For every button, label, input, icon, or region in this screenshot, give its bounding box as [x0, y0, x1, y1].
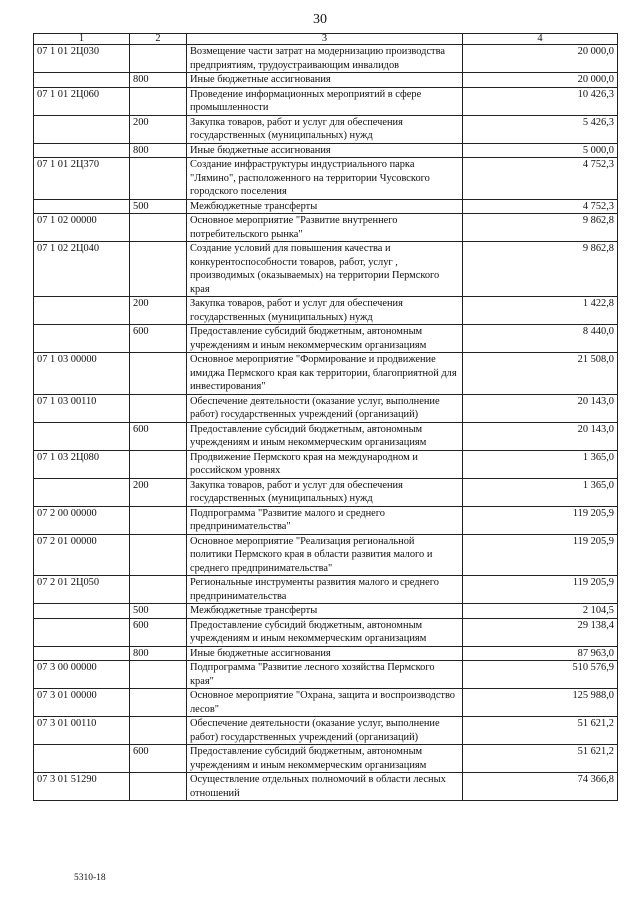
row-code: 07 3 01 00110	[34, 717, 130, 745]
table-row	[34, 689, 618, 717]
row-amount: 119 205,9	[463, 534, 618, 576]
row-expense-type: 800	[130, 73, 187, 88]
row-description: Обеспечение деятельности (оказание услуг, выполнение работ) государственных учреждений (организаций)	[187, 717, 463, 745]
row-amount: 4 752,3	[463, 158, 618, 200]
row-code: 07 1 02 00000	[34, 214, 130, 242]
row-amount: 10 426,3	[463, 87, 618, 115]
row-amount: 20 143,0	[463, 394, 618, 422]
row-expense-type	[130, 506, 187, 534]
table-row	[34, 73, 618, 88]
row-amount: 119 205,9	[463, 506, 618, 534]
row-expense-type	[130, 242, 187, 297]
row-amount: 1 365,0	[463, 478, 618, 506]
row-amount: 20 000,0	[463, 45, 618, 73]
table-row	[34, 506, 618, 534]
table-row	[34, 422, 618, 450]
row-expense-type: 800	[130, 143, 187, 158]
row-code	[34, 325, 130, 353]
row-code: 07 1 03 00110	[34, 394, 130, 422]
row-amount: 8 440,0	[463, 325, 618, 353]
row-code	[34, 73, 130, 88]
row-expense-type	[130, 87, 187, 115]
column-header-amount: 4	[463, 34, 618, 45]
column-header-expense-type: 2	[130, 34, 187, 45]
row-expense-type	[130, 717, 187, 745]
row-code: 07 2 00 00000	[34, 506, 130, 534]
page-number: 30	[313, 12, 327, 27]
table-row	[34, 87, 618, 115]
row-description: Закупка товаров, работ и услуг для обеспечения государственных (муниципальных) нужд	[187, 297, 463, 325]
row-description: Основное мероприятие "Формирование и продвижение имиджа Пермского края как территории, благоприятной для инвестирования"	[187, 353, 463, 395]
row-expense-type: 200	[130, 478, 187, 506]
row-amount: 20 143,0	[463, 422, 618, 450]
row-amount: 5 426,3	[463, 115, 618, 143]
row-expense-type	[130, 353, 187, 395]
row-amount: 87 963,0	[463, 646, 618, 661]
row-amount: 20 000,0	[463, 73, 618, 88]
row-description: Предоставление субсидий бюджетным, автономным учреждениям и иным некоммерческим организациям	[187, 422, 463, 450]
table-row	[34, 646, 618, 661]
table-row	[34, 45, 618, 73]
row-amount: 9 862,8	[463, 242, 618, 297]
row-amount: 4 752,3	[463, 199, 618, 214]
row-description: Основное мероприятие "Реализация региональной политики Пермского края в области развития малого и среднего предпринимательства"	[187, 534, 463, 576]
row-amount: 510 576,9	[463, 661, 618, 689]
table-row	[34, 353, 618, 395]
row-expense-type	[130, 214, 187, 242]
row-expense-type	[130, 394, 187, 422]
table-row	[34, 297, 618, 325]
row-code: 07 1 03 2Ц080	[34, 450, 130, 478]
row-amount: 21 508,0	[463, 353, 618, 395]
table-row	[34, 242, 618, 297]
row-code	[34, 745, 130, 773]
row-code	[34, 618, 130, 646]
table-row	[34, 773, 618, 801]
table-row	[34, 394, 618, 422]
row-description: Создание условий для повышения качества и конкурентоспособности товаров, работ, услуг , производимых (оказываемых) на территории Пермского края	[187, 242, 463, 297]
row-amount: 5 000,0	[463, 143, 618, 158]
budget-table	[33, 33, 618, 801]
row-description: Закупка товаров, работ и услуг для обеспечения государственных (муниципальных) нужд	[187, 115, 463, 143]
row-description: Закупка товаров, работ и услуг для обеспечения государственных (муниципальных) нужд	[187, 478, 463, 506]
table-row	[34, 143, 618, 158]
table-row	[34, 534, 618, 576]
table-row	[34, 325, 618, 353]
column-header-code: 1	[34, 34, 130, 45]
table-row	[34, 478, 618, 506]
row-expense-type	[130, 450, 187, 478]
row-code: 07 2 01 00000	[34, 534, 130, 576]
row-expense-type: 200	[130, 115, 187, 143]
row-code: 07 1 03 00000	[34, 353, 130, 395]
row-amount: 74 366,8	[463, 773, 618, 801]
row-description: Предоставление субсидий бюджетным, автономным учреждениям и иным некоммерческим организациям	[187, 618, 463, 646]
row-description: Обеспечение деятельности (оказание услуг, выполнение работ) государственных учреждений (организаций)	[187, 394, 463, 422]
row-code	[34, 646, 130, 661]
row-expense-type	[130, 534, 187, 576]
footer-code: 5310-18	[74, 873, 106, 883]
row-amount: 2 104,5	[463, 604, 618, 619]
row-description: Иные бюджетные ассигнования	[187, 73, 463, 88]
column-header-description: 3	[187, 34, 463, 45]
row-code	[34, 422, 130, 450]
row-description: Основное мероприятие "Охрана, защита и воспроизводство лесов"	[187, 689, 463, 717]
row-code	[34, 143, 130, 158]
row-code: 07 1 02 2Ц040	[34, 242, 130, 297]
table-row	[34, 661, 618, 689]
table-row	[34, 604, 618, 619]
table-row	[34, 717, 618, 745]
row-description: Иные бюджетные ассигнования	[187, 143, 463, 158]
row-expense-type: 600	[130, 422, 187, 450]
row-code	[34, 199, 130, 214]
row-expense-type: 800	[130, 646, 187, 661]
table-row	[34, 199, 618, 214]
table-body	[34, 45, 618, 801]
row-expense-type: 500	[130, 199, 187, 214]
row-description: Основное мероприятие "Развитие внутреннего потребительского рынка"	[187, 214, 463, 242]
row-code: 07 1 01 2Ц370	[34, 158, 130, 200]
table-row	[34, 214, 618, 242]
row-expense-type	[130, 45, 187, 73]
row-amount: 9 862,8	[463, 214, 618, 242]
table-row	[34, 158, 618, 200]
row-description: Осуществление отдельных полномочий в области лесных отношений	[187, 773, 463, 801]
row-amount: 51 621,2	[463, 745, 618, 773]
row-expense-type	[130, 689, 187, 717]
row-expense-type: 600	[130, 745, 187, 773]
row-expense-type: 600	[130, 618, 187, 646]
row-description: Создание инфраструктуры индустриального парка "Лямино", расположенного на территории Чусовского городского поселения	[187, 158, 463, 200]
row-description: Иные бюджетные ассигнования	[187, 646, 463, 661]
row-description: Предоставление субсидий бюджетным, автономным учреждениям и иным некоммерческим организациям	[187, 325, 463, 353]
table-row	[34, 115, 618, 143]
row-description: Подпрограмма "Развитие лесного хозяйства Пермского края"	[187, 661, 463, 689]
row-description: Предоставление субсидий бюджетным, автономным учреждениям и иным некоммерческим организациям	[187, 745, 463, 773]
row-amount: 29 138,4	[463, 618, 618, 646]
row-description: Межбюджетные трансферты	[187, 199, 463, 214]
row-expense-type	[130, 773, 187, 801]
row-description: Подпрограмма "Развитие малого и среднего предпринимательства"	[187, 506, 463, 534]
row-expense-type: 200	[130, 297, 187, 325]
row-code: 07 3 00 00000	[34, 661, 130, 689]
header-row	[34, 34, 618, 45]
row-amount: 1 365,0	[463, 450, 618, 478]
row-code: 07 3 01 51290	[34, 773, 130, 801]
row-amount: 1 422,8	[463, 297, 618, 325]
table-row	[34, 618, 618, 646]
row-expense-type: 500	[130, 604, 187, 619]
row-amount: 119 205,9	[463, 576, 618, 604]
row-code	[34, 115, 130, 143]
row-amount: 51 621,2	[463, 717, 618, 745]
row-expense-type	[130, 576, 187, 604]
row-code	[34, 297, 130, 325]
row-description: Продвижение Пермского края на международном и российском уровнях	[187, 450, 463, 478]
row-description: Возмещение части затрат на модернизацию производства предприятиям, трудоустраивающим инвалидов	[187, 45, 463, 73]
table-row	[34, 745, 618, 773]
row-code: 07 1 01 2Ц060	[34, 87, 130, 115]
table-row	[34, 450, 618, 478]
row-amount: 125 988,0	[463, 689, 618, 717]
row-code	[34, 478, 130, 506]
row-description: Межбюджетные трансферты	[187, 604, 463, 619]
row-code: 07 2 01 2Ц050	[34, 576, 130, 604]
row-expense-type	[130, 158, 187, 200]
row-code: 07 1 01 2Ц030	[34, 45, 130, 73]
row-code: 07 3 01 00000	[34, 689, 130, 717]
row-code	[34, 604, 130, 619]
row-expense-type	[130, 661, 187, 689]
row-description: Проведение информационных мероприятий в сфере промышленности	[187, 87, 463, 115]
table-row	[34, 576, 618, 604]
row-expense-type: 600	[130, 325, 187, 353]
row-description: Региональные инструменты развития малого и среднего предпринимательства	[187, 576, 463, 604]
